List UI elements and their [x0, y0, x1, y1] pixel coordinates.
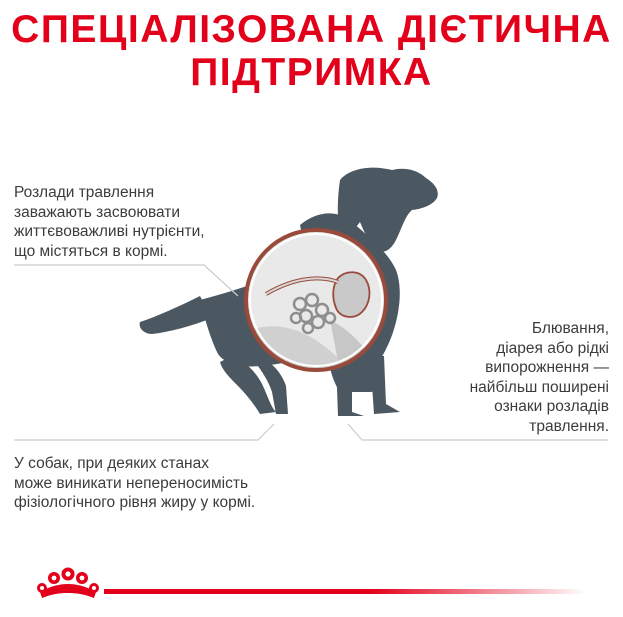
callout-line: Розлади травлення [14, 184, 155, 201]
callout-line: випорожнення — [485, 359, 609, 376]
callout-fat-intolerance [14, 454, 314, 513]
callout-line: ознаки розладів [494, 398, 609, 415]
callout-line: заважають засвоювати [14, 203, 181, 221]
callout-line: діарея або рідкі [496, 339, 609, 357]
callout-digestive-disorders [14, 183, 254, 261]
callout-line: що містяться в кормі. [14, 242, 168, 260]
royal-canin-crown-logo-icon [36, 566, 100, 606]
page-title-line-2: ПІДТРИМКА [190, 51, 433, 94]
callout-line: травлення. [529, 417, 609, 435]
callout-line: Блювання, [531, 320, 609, 337]
callout-line: може виникати непереносимість [14, 474, 249, 492]
page-title-line-1: СПЕЦІАЛІЗОВАНА ДІЄТИЧНА [11, 8, 612, 51]
callout-symptoms [409, 319, 609, 436]
callout-line: У собак, при деяких станах [14, 455, 209, 472]
callout-line: життєвоважливі нутрієнти, [14, 223, 205, 240]
connector-line-top-left [14, 265, 238, 296]
callout-line: найбільш поширені [469, 378, 609, 396]
callout-line: фізіологічного рівня жиру у кормі. [14, 494, 256, 511]
connector-line-bottom-left [14, 424, 274, 440]
brand-red-rule [104, 589, 586, 594]
